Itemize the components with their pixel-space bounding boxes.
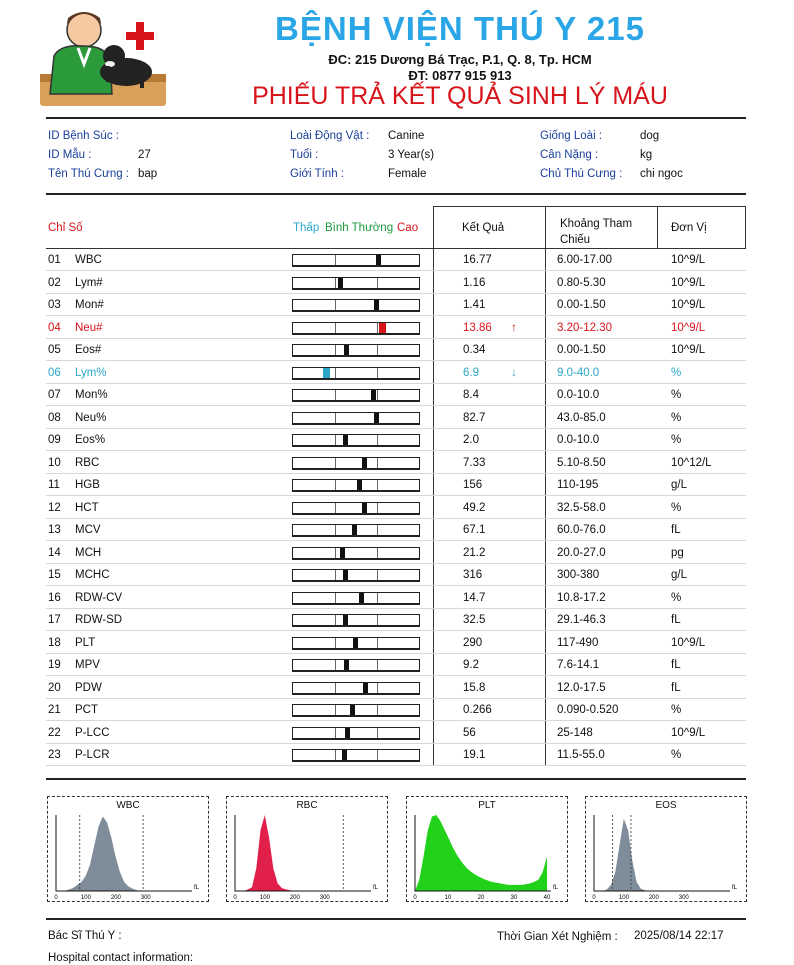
pet-name-label: Tên Thú Cưng : xyxy=(48,168,129,180)
range-marker xyxy=(344,345,349,355)
row-number: 10 xyxy=(48,456,61,469)
histogram-title: PLT xyxy=(478,800,496,811)
species-label: Loài Động Vật : xyxy=(290,130,370,142)
histogram-tick-label: 0 xyxy=(54,895,58,901)
histogram-wbc xyxy=(47,796,209,902)
row-unit: fL xyxy=(671,681,681,694)
table-row xyxy=(46,744,746,766)
range-bar xyxy=(292,637,420,650)
divider xyxy=(46,778,746,780)
row-result: 1.41 xyxy=(463,299,486,311)
table-row xyxy=(46,609,746,631)
case-id-label: ID Bệnh Súc : xyxy=(48,130,119,142)
histogram-tick-label: 200 xyxy=(110,895,121,901)
row-unit: 10^9/L xyxy=(671,254,706,266)
row-result: 290 xyxy=(463,636,483,649)
col-normal-header: Bình Thường xyxy=(325,222,394,234)
row-unit: fL xyxy=(671,524,681,536)
row-parameter: Neu% xyxy=(75,411,107,424)
row-parameter: MCH xyxy=(75,546,102,559)
row-number: 14 xyxy=(48,546,61,559)
row-parameter: Eos# xyxy=(75,344,102,356)
histogram-area xyxy=(235,815,367,891)
row-result: 32.5 xyxy=(463,614,486,626)
row-number: 20 xyxy=(48,681,61,694)
sex-value: Female xyxy=(388,168,427,180)
table-row xyxy=(46,452,746,474)
row-unit: 10^9/L xyxy=(671,276,706,289)
row-reference-range: 0.80-5.30 xyxy=(557,276,606,289)
row-parameter: RBC xyxy=(75,456,100,469)
table-row xyxy=(46,699,746,721)
row-unit: % xyxy=(671,411,682,424)
row-reference-range: 20.0-27.0 xyxy=(557,546,606,559)
row-result: 9.2 xyxy=(463,659,479,671)
table-row xyxy=(46,429,746,451)
flag-arrow-icon: ↓ xyxy=(511,364,517,379)
row-result: 0.266 xyxy=(463,704,492,716)
row-result: 7.33 xyxy=(463,456,486,469)
histogram-title: WBC xyxy=(116,800,140,811)
row-parameter: P-LCR xyxy=(75,749,110,761)
species-value: Canine xyxy=(388,130,425,142)
row-number: 17 xyxy=(48,614,61,626)
sample-id-label: ID Mẫu : xyxy=(48,149,92,161)
row-number: 12 xyxy=(48,501,61,514)
row-unit: % xyxy=(671,591,682,604)
table-row xyxy=(46,587,746,609)
row-parameter: WBC xyxy=(75,254,102,266)
histogram-tick-label: 200 xyxy=(289,895,300,901)
range-marker xyxy=(323,368,330,378)
row-number: 21 xyxy=(48,704,61,716)
range-bar xyxy=(292,704,420,717)
row-number: 18 xyxy=(48,636,61,649)
row-reference-range: 300-380 xyxy=(557,569,600,581)
table-row xyxy=(46,654,746,676)
range-bar xyxy=(292,299,420,312)
age-label: Tuổi : xyxy=(290,149,319,161)
range-marker xyxy=(353,638,358,648)
table-row xyxy=(46,497,746,519)
range-marker xyxy=(352,525,357,535)
range-bar xyxy=(292,524,420,537)
range-marker xyxy=(343,615,348,625)
row-result: 67.1 xyxy=(463,524,486,536)
row-result: 8.4 xyxy=(463,389,479,401)
range-bar xyxy=(292,727,420,740)
row-parameter: PCT xyxy=(75,704,98,716)
range-bar xyxy=(292,682,420,695)
row-unit: % xyxy=(671,434,682,446)
range-bar xyxy=(292,412,420,425)
row-number: 06 xyxy=(48,366,61,379)
row-unit: 10^9/L xyxy=(671,726,706,739)
row-parameter: HGB xyxy=(75,479,100,491)
range-marker xyxy=(342,750,347,760)
row-parameter: Mon% xyxy=(75,389,108,401)
row-parameter: MCV xyxy=(75,524,101,536)
row-unit: 10^9/L xyxy=(671,344,706,356)
row-unit: % xyxy=(671,704,682,716)
histogram-tick-label: 0 xyxy=(413,895,417,901)
row-result: 2.0 xyxy=(463,434,479,446)
row-result: 316 xyxy=(463,569,483,581)
row-number: 19 xyxy=(48,659,61,671)
row-unit: % xyxy=(671,389,682,401)
col-result-header: Kết Quả xyxy=(462,222,505,234)
divider xyxy=(46,193,746,195)
table-row xyxy=(46,362,746,384)
row-result: 19.1 xyxy=(463,749,486,761)
histogram-eos xyxy=(585,796,747,902)
row-unit: % xyxy=(671,501,682,514)
row-reference-range: 12.0-17.5 xyxy=(557,681,606,694)
sex-label: Giới Tính : xyxy=(290,168,344,180)
range-marker xyxy=(376,255,381,265)
histogram-unit-label: fL xyxy=(553,885,559,891)
range-bar xyxy=(292,502,420,515)
row-unit: 10^9/L xyxy=(671,321,706,334)
divider xyxy=(46,117,746,119)
row-number: 22 xyxy=(48,726,61,739)
range-bar xyxy=(292,569,420,582)
row-parameter: RDW-SD xyxy=(75,614,123,626)
row-unit: g/L xyxy=(671,479,687,491)
col-low-header: Thấp xyxy=(293,222,320,234)
test-time-label: Thời Gian Xét Nghiệm : xyxy=(497,931,618,943)
breed-label: Giống Loài : xyxy=(540,130,603,142)
range-bar xyxy=(292,614,420,627)
range-bar xyxy=(292,389,420,402)
header-topline xyxy=(433,206,746,207)
histogram-tick-label: 40 xyxy=(543,895,551,901)
histogram-tick-label: 100 xyxy=(80,895,91,901)
range-bar xyxy=(292,367,420,380)
row-parameter: PDW xyxy=(75,681,102,694)
row-reference-range: 9.0-40.0 xyxy=(557,366,600,379)
row-unit: 10^9/L xyxy=(671,299,706,311)
row-reference-range: 60.0-76.0 xyxy=(557,524,606,536)
row-unit: g/L xyxy=(671,569,687,581)
row-number: 01 xyxy=(48,254,61,266)
histogram-tick-label: 30 xyxy=(510,895,518,901)
range-bar xyxy=(292,659,420,672)
table-row xyxy=(46,249,746,271)
row-number: 23 xyxy=(48,749,61,761)
row-result: 6.9 xyxy=(463,366,479,379)
hospital-name: BỆNH VIỆN THÚ Y 215 xyxy=(275,10,645,47)
range-marker xyxy=(371,390,376,400)
range-bar xyxy=(292,547,420,560)
row-reference-range: 5.10-8.50 xyxy=(557,456,606,469)
row-result: 156 xyxy=(463,479,483,491)
row-result: 82.7 xyxy=(463,411,486,424)
row-number: 15 xyxy=(48,569,61,581)
histogram-title: RBC xyxy=(296,800,318,811)
range-bar xyxy=(292,434,420,447)
range-marker xyxy=(362,458,367,468)
row-unit: 10^12/L xyxy=(671,456,712,469)
row-number: 02 xyxy=(48,276,61,289)
row-number: 04 xyxy=(48,321,61,334)
histogram-area xyxy=(594,819,726,891)
histogram-unit-label: fL xyxy=(373,885,379,891)
row-parameter: HCT xyxy=(75,501,99,514)
table-row xyxy=(46,294,746,316)
row-reference-range: 11.5-55.0 xyxy=(557,749,605,761)
row-parameter: P-LCC xyxy=(75,726,110,739)
histogram-title: EOS xyxy=(655,800,677,811)
row-parameter: Neu# xyxy=(75,321,103,334)
hospital-address: ĐC: 215 Dương Bá Trạc, P.1, Q. 8, Tp. HCM xyxy=(328,52,592,67)
row-number: 11 xyxy=(48,479,60,491)
table-row xyxy=(46,519,746,541)
histogram-tick-label: 100 xyxy=(259,895,270,901)
row-reference-range: 7.6-14.1 xyxy=(557,659,600,671)
row-number: 07 xyxy=(48,389,61,401)
histogram-tick-label: 0 xyxy=(233,895,237,901)
table-row xyxy=(46,474,746,496)
row-reference-range: 25-148 xyxy=(557,726,593,739)
range-marker xyxy=(343,435,348,445)
range-bar xyxy=(292,344,420,357)
col-unit-header: Đơn Vị xyxy=(671,222,707,234)
breed-value: dog xyxy=(640,130,660,142)
histogram-area xyxy=(415,815,547,891)
divider xyxy=(46,918,746,920)
row-parameter: MCHC xyxy=(75,569,110,581)
range-bar xyxy=(292,254,420,267)
row-parameter: Eos% xyxy=(75,434,106,446)
range-marker xyxy=(343,570,348,580)
range-marker xyxy=(359,593,364,603)
range-bar xyxy=(292,749,420,762)
owner-label: Chủ Thú Cưng : xyxy=(540,168,623,180)
table-row xyxy=(46,632,746,654)
table-row xyxy=(46,317,746,339)
range-marker xyxy=(374,413,379,423)
row-result: 15.8 xyxy=(463,681,486,694)
weight-label: Cân Nặng : xyxy=(540,149,599,161)
row-result: 1.16 xyxy=(463,276,486,289)
row-result: 49.2 xyxy=(463,501,486,514)
histogram-plot xyxy=(48,797,208,901)
owner-value: chi ngoc xyxy=(640,168,683,180)
histogram-tick-label: 0 xyxy=(592,895,596,901)
row-reference-range: 3.20-12.30 xyxy=(557,321,612,334)
row-unit: fL xyxy=(671,614,681,626)
histogram-area xyxy=(56,817,188,892)
hospital-logo xyxy=(40,4,170,108)
pet-name-value: bap xyxy=(138,168,158,180)
range-bar xyxy=(292,277,420,290)
range-marker xyxy=(357,480,362,490)
sample-id-value: 27 xyxy=(138,149,151,161)
age-value: 3 Year(s) xyxy=(388,149,435,161)
row-reference-range: 32.5-58.0 xyxy=(557,501,606,514)
histogram-tick-label: 300 xyxy=(140,895,151,901)
range-marker xyxy=(379,323,386,333)
histogram-tick-label: 10 xyxy=(444,895,452,901)
row-number: 09 xyxy=(48,434,61,446)
range-bar xyxy=(292,592,420,605)
row-parameter: Lym% xyxy=(75,366,107,379)
row-result: 0.34 xyxy=(463,344,486,356)
histogram-axis xyxy=(56,815,192,891)
range-bar xyxy=(292,322,420,335)
range-marker xyxy=(345,728,350,738)
range-marker xyxy=(363,683,368,693)
histogram-tick-label: 100 xyxy=(618,895,629,901)
range-marker xyxy=(350,705,355,715)
row-number: 08 xyxy=(48,411,61,424)
table-row xyxy=(46,722,746,744)
histogram-tick-label: 300 xyxy=(319,895,330,901)
row-unit: 10^9/L xyxy=(671,636,706,649)
row-result: 14.7 xyxy=(463,591,486,604)
row-reference-range: 0.00-1.50 xyxy=(557,299,606,311)
histogram-tick-label: 200 xyxy=(648,895,659,901)
report-title: PHIẾU TRẢ KẾT QUẢ SINH LÝ MÁU xyxy=(252,82,668,110)
range-marker xyxy=(340,548,345,558)
row-parameter: MPV xyxy=(75,659,100,671)
row-reference-range: 43.0-85.0 xyxy=(557,411,606,424)
table-row xyxy=(46,564,746,586)
histogram-plt xyxy=(406,796,568,902)
row-reference-range: 0.00-1.50 xyxy=(557,344,606,356)
weight-value: kg xyxy=(640,149,653,161)
row-unit: pg xyxy=(671,546,684,559)
range-marker xyxy=(374,300,379,310)
test-time-value: 2025/08/14 22:17 xyxy=(634,930,724,942)
row-unit: % xyxy=(671,366,682,379)
row-reference-range: 117-490 xyxy=(557,636,599,649)
range-marker xyxy=(362,503,367,513)
histogram-rbc xyxy=(226,796,388,902)
contact-label: Hospital contact information: xyxy=(48,952,194,964)
row-parameter: RDW-CV xyxy=(75,591,123,604)
hospital-phone: ĐT: 0877 915 913 xyxy=(408,68,512,83)
range-marker xyxy=(338,278,343,288)
range-bar xyxy=(292,457,420,470)
range-bar xyxy=(292,479,420,492)
doctor-label: Bác Sĩ Thú Y : xyxy=(48,930,122,942)
histogram-plot xyxy=(586,797,746,901)
table-row xyxy=(46,542,746,564)
row-reference-range: 110-195 xyxy=(557,479,599,491)
row-unit: % xyxy=(671,749,682,761)
row-result: 56 xyxy=(463,726,476,739)
histogram-plot xyxy=(407,797,567,901)
row-reference-range: 10.8-17.2 xyxy=(557,591,606,604)
row-reference-range: 29.1-46.3 xyxy=(557,614,606,626)
row-result: 16.77 xyxy=(463,254,492,266)
flag-arrow-icon: ↑ xyxy=(511,319,517,334)
row-number: 05 xyxy=(48,344,61,356)
col-index-header: Chỉ Số xyxy=(48,222,83,234)
table-vline xyxy=(657,206,658,249)
histogram-unit-label: fL xyxy=(732,885,738,891)
row-reference-range: 0.090-0.520 xyxy=(557,704,619,716)
row-reference-range: 0.0-10.0 xyxy=(557,389,600,401)
histogram-unit-label: fL xyxy=(194,885,200,891)
row-unit: fL xyxy=(671,659,681,671)
row-number: 13 xyxy=(48,524,61,536)
row-result: 13.86 xyxy=(463,321,492,334)
col-high-header: Cao xyxy=(397,222,419,234)
range-marker xyxy=(344,660,349,670)
row-reference-range: 0.0-10.0 xyxy=(557,434,600,446)
row-parameter: Lym# xyxy=(75,276,103,289)
table-row xyxy=(46,384,746,406)
col-range-header: Khoảng Tham Chiếu xyxy=(560,218,633,246)
table-row xyxy=(46,339,746,361)
table-row xyxy=(46,677,746,699)
row-reference-range: 6.00-17.00 xyxy=(557,254,612,266)
row-number: 16 xyxy=(48,591,61,604)
histogram-tick-label: 300 xyxy=(678,895,689,901)
row-parameter: PLT xyxy=(75,636,96,649)
row-number: 03 xyxy=(48,299,61,311)
row-parameter: Mon# xyxy=(75,299,104,311)
table-row xyxy=(46,272,746,294)
table-row xyxy=(46,407,746,429)
table-vline xyxy=(745,206,746,249)
histogram-plot xyxy=(227,797,387,901)
row-result: 21.2 xyxy=(463,546,486,559)
histogram-tick-label: 20 xyxy=(477,895,485,901)
